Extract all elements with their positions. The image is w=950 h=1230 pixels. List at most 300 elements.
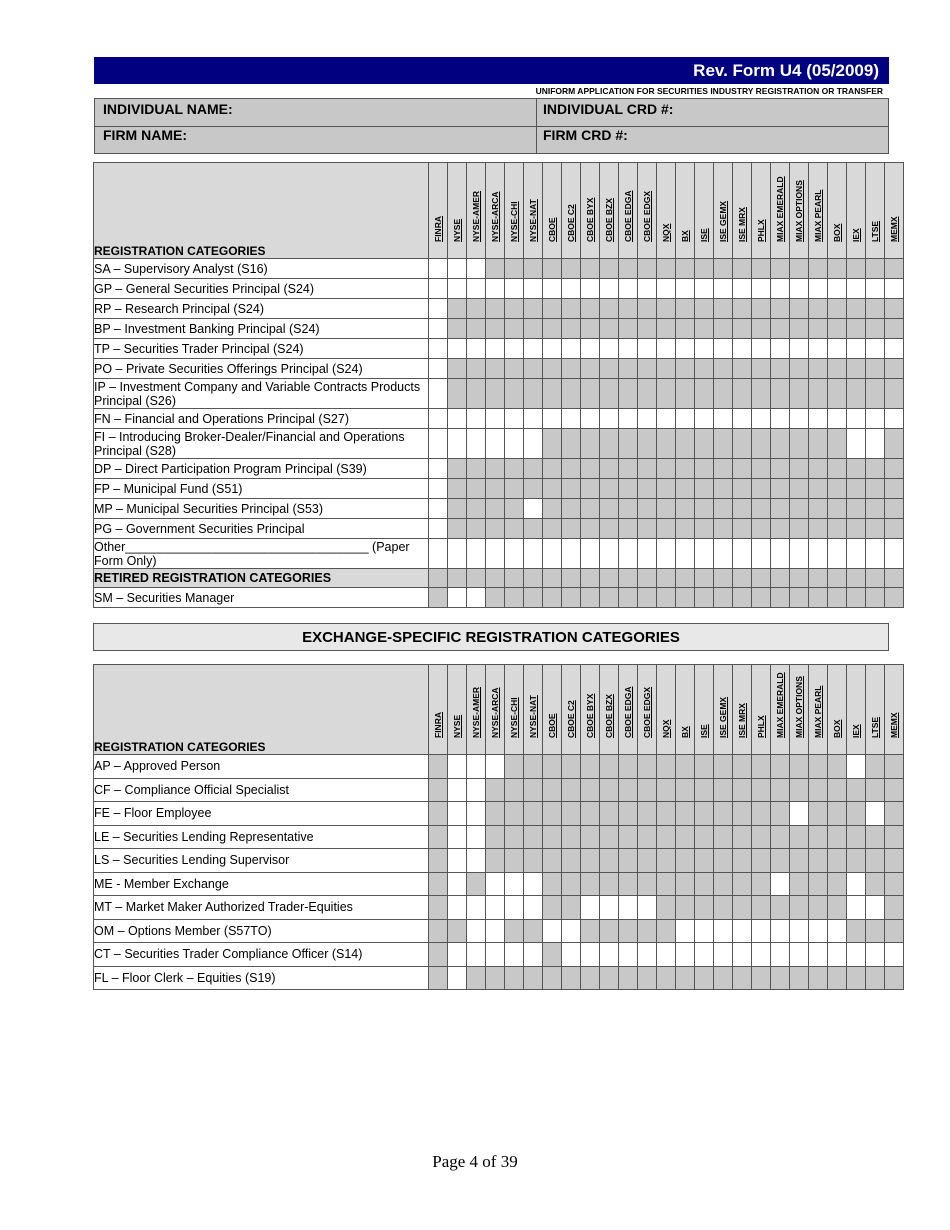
registration-checkbox-cell[interactable] [543,919,562,943]
registration-checkbox-cell[interactable] [562,409,581,429]
registration-checkbox-cell[interactable] [733,539,752,569]
registration-checkbox-cell[interactable] [771,409,790,429]
registration-checkbox-cell[interactable] [505,339,524,359]
registration-checkbox-cell[interactable] [771,943,790,967]
registration-checkbox-cell[interactable] [714,943,733,967]
disabled-cell [828,359,847,379]
disabled-cell [790,755,809,779]
registration-checkbox-cell[interactable] [448,778,467,802]
column-header-label: NYSE-ARCA [490,191,500,242]
disabled-cell [885,755,904,779]
column-header-label: NYSE [452,218,462,242]
disabled-cell [771,479,790,499]
individual-name-field[interactable]: INDIVIDUAL NAME: [103,101,233,117]
registration-checkbox-cell[interactable] [752,919,771,943]
registration-checkbox-cell[interactable] [467,778,486,802]
disabled-cell [809,359,828,379]
registration-checkbox-cell[interactable] [543,409,562,429]
registration-checkbox-cell[interactable] [828,339,847,359]
column-header-label: BOX [832,223,842,242]
column-header-ise [695,163,714,259]
table-row [94,479,904,499]
registration-checkbox-cell[interactable] [695,339,714,359]
column-header-label: CBOE EDGA [623,686,633,738]
disabled-cell [771,519,790,539]
registration-checkbox-cell[interactable] [524,279,543,299]
registration-checkbox-cell[interactable] [676,279,695,299]
disabled-cell [543,755,562,779]
registration-checkbox-cell[interactable] [752,339,771,359]
registration-checkbox-cell[interactable] [600,279,619,299]
column-header-label: CBOE BYX [585,693,595,738]
disabled-cell [828,459,847,479]
registration-checkbox-cell[interactable] [809,943,828,967]
registration-checkbox-cell[interactable] [524,896,543,920]
registration-checkbox-cell[interactable] [448,755,467,779]
registration-checkbox-cell[interactable] [467,825,486,849]
registration-checkbox-cell[interactable] [638,943,657,967]
registration-checkbox-cell[interactable] [619,279,638,299]
registration-checkbox-cell[interactable] [581,279,600,299]
column-header-phlx [752,163,771,259]
disabled-cell [733,499,752,519]
disabled-cell [885,802,904,826]
registration-checkbox-cell[interactable] [429,429,448,459]
registration-checkbox-cell[interactable] [581,896,600,920]
disabled-cell [486,966,505,990]
registration-checkbox-cell[interactable] [866,409,885,429]
registration-checkbox-cell[interactable] [505,872,524,896]
registration-checkbox-cell[interactable] [467,588,486,608]
disabled-cell [809,872,828,896]
registration-checkbox-cell[interactable] [847,339,866,359]
disabled-cell [619,872,638,896]
registration-checkbox-cell[interactable] [448,409,467,429]
disabled-cell [543,359,562,379]
disabled-cell [790,359,809,379]
registration-checkbox-cell[interactable] [847,872,866,896]
disabled-cell [771,825,790,849]
registration-checkbox-cell[interactable] [733,279,752,299]
registration-checkbox-cell[interactable] [486,872,505,896]
registration-checkbox-cell[interactable] [524,339,543,359]
registration-checkbox-cell[interactable] [524,429,543,459]
registration-checkbox-cell[interactable] [467,259,486,279]
registration-checkbox-cell[interactable] [448,849,467,873]
registration-checkbox-cell[interactable] [676,339,695,359]
disabled-cell [676,896,695,920]
disabled-cell [657,896,676,920]
registration-checkbox-cell[interactable] [429,279,448,299]
registration-checkbox-cell[interactable] [448,966,467,990]
disabled-cell [733,379,752,409]
registration-checkbox-cell[interactable] [543,279,562,299]
registration-checkbox-cell[interactable] [619,943,638,967]
column-header-cboe-edga [619,665,638,755]
registration-checkbox-cell[interactable] [771,872,790,896]
disabled-cell [714,379,733,409]
registration-checkbox-cell[interactable] [467,279,486,299]
registration-checkbox-cell[interactable] [467,896,486,920]
registration-checkbox-cell[interactable] [486,919,505,943]
registration-categories-table [93,162,904,608]
registration-checkbox-cell[interactable] [657,339,676,359]
registration-checkbox-cell[interactable] [562,539,581,569]
registration-checkbox-cell[interactable] [467,849,486,873]
registration-checkbox-cell[interactable] [448,896,467,920]
registration-checkbox-cell[interactable] [695,539,714,569]
registration-checkbox-cell[interactable] [657,409,676,429]
registration-checkbox-cell[interactable] [790,802,809,826]
disabled-cell [543,299,562,319]
disabled-cell [448,499,467,519]
registration-checkbox-cell[interactable] [847,755,866,779]
registration-checkbox-cell[interactable] [467,429,486,459]
registration-checkbox-cell[interactable] [448,943,467,967]
disabled-cell [638,479,657,499]
registration-checkbox-cell[interactable] [676,409,695,429]
registration-checkbox-cell[interactable] [790,279,809,299]
registration-checkbox-cell[interactable] [885,339,904,359]
disabled-cell [809,849,828,873]
disabled-cell [847,319,866,339]
registration-checkbox-cell[interactable] [866,429,885,459]
registration-checkbox-cell[interactable] [866,802,885,826]
registration-checkbox-cell[interactable] [676,919,695,943]
registration-checkbox-cell[interactable] [562,919,581,943]
registration-checkbox-cell[interactable] [486,409,505,429]
registration-checkbox-cell[interactable] [847,896,866,920]
registration-checkbox-cell[interactable] [733,919,752,943]
individual-crd-field[interactable]: INDIVIDUAL CRD #: [543,101,674,117]
registration-checkbox-cell[interactable] [638,339,657,359]
registration-checkbox-cell[interactable] [828,943,847,967]
section-heading: RETIRED REGISTRATION CATEGORIES [94,569,429,588]
registration-checkbox-cell[interactable] [524,943,543,967]
registration-checkbox-cell[interactable] [486,429,505,459]
registration-checkbox-cell[interactable] [467,539,486,569]
registration-checkbox-cell[interactable] [486,943,505,967]
registration-checkbox-cell[interactable] [619,409,638,429]
disabled-cell [733,519,752,539]
registration-checkbox-cell[interactable] [486,539,505,569]
registration-checkbox-cell[interactable] [600,896,619,920]
disabled-cell [638,755,657,779]
registration-checkbox-cell[interactable] [619,339,638,359]
registration-checkbox-cell[interactable] [638,409,657,429]
disabled-cell [847,379,866,409]
registration-checkbox-cell[interactable] [790,943,809,967]
disabled-cell [619,359,638,379]
registration-checkbox-cell[interactable] [714,409,733,429]
registration-checkbox-cell[interactable] [600,943,619,967]
disabled-cell [695,872,714,896]
disabled-cell [752,379,771,409]
registration-checkbox-cell[interactable] [790,919,809,943]
registration-checkbox-cell[interactable] [809,919,828,943]
column-header-memx [885,163,904,259]
registration-checkbox-cell[interactable] [752,409,771,429]
disabled-cell [505,802,524,826]
registration-checkbox-cell[interactable] [695,943,714,967]
registration-checkbox-cell[interactable] [676,943,695,967]
disabled-cell [790,569,809,588]
registration-checkbox-cell[interactable] [562,279,581,299]
disabled-cell [657,299,676,319]
disabled-cell [486,459,505,479]
registration-checkbox-cell[interactable] [429,319,448,339]
registration-checkbox-cell[interactable] [866,943,885,967]
registration-checkbox-cell[interactable] [505,429,524,459]
registration-checkbox-cell[interactable] [448,339,467,359]
registration-checkbox-cell[interactable] [790,339,809,359]
disabled-cell [809,479,828,499]
disabled-cell [562,429,581,459]
registration-checkbox-cell[interactable] [429,519,448,539]
registration-checkbox-cell[interactable] [638,539,657,569]
disabled-cell [581,802,600,826]
registration-checkbox-cell[interactable] [562,943,581,967]
registration-checkbox-cell[interactable] [467,409,486,429]
category-label: ME - Member Exchange [94,872,429,896]
registration-checkbox-cell[interactable] [866,339,885,359]
registration-checkbox-cell[interactable] [714,539,733,569]
registration-checkbox-cell[interactable] [524,539,543,569]
registration-checkbox-cell[interactable] [467,755,486,779]
registration-checkbox-cell[interactable] [657,539,676,569]
registration-checkbox-cell[interactable] [429,539,448,569]
table-row [94,259,904,279]
registration-checkbox-cell[interactable] [733,943,752,967]
registration-checkbox-cell[interactable] [467,339,486,359]
registration-checkbox-cell[interactable] [581,539,600,569]
disabled-cell [752,896,771,920]
registration-checkbox-cell[interactable] [562,339,581,359]
registration-checkbox-cell[interactable] [828,539,847,569]
registration-checkbox-cell[interactable] [524,409,543,429]
registration-checkbox-cell[interactable] [505,943,524,967]
disabled-cell [733,259,752,279]
registration-checkbox-cell[interactable] [448,429,467,459]
column-header-label: PHLX [756,715,766,738]
registration-checkbox-cell[interactable] [619,539,638,569]
disabled-cell [771,319,790,339]
registration-checkbox-cell[interactable] [543,339,562,359]
disabled-cell [505,919,524,943]
column-header-label: LTSE [870,220,880,242]
column-header-miax-emerald [771,163,790,259]
disabled-cell [562,379,581,409]
disabled-cell [619,849,638,873]
disabled-cell [790,519,809,539]
disabled-cell [524,966,543,990]
registration-checkbox-cell[interactable] [581,409,600,429]
column-header-miax-options [790,665,809,755]
registration-checkbox-cell[interactable] [771,279,790,299]
registration-checkbox-cell[interactable] [524,872,543,896]
registration-checkbox-cell[interactable] [809,539,828,569]
disabled-cell [752,569,771,588]
registration-checkbox-cell[interactable] [467,919,486,943]
registration-checkbox-cell[interactable] [429,409,448,429]
registration-checkbox-cell[interactable] [866,279,885,299]
category-label: RP – Research Principal (S24) [94,299,429,319]
registration-checkbox-cell[interactable] [885,943,904,967]
disabled-cell [828,479,847,499]
registration-checkbox-cell[interactable] [429,499,448,519]
firm-crd-field[interactable]: FIRM CRD #: [543,127,628,143]
registration-checkbox-cell[interactable] [581,943,600,967]
registration-checkbox-cell[interactable] [600,539,619,569]
registration-checkbox-cell[interactable] [733,339,752,359]
registration-checkbox-cell[interactable] [695,279,714,299]
disabled-cell [714,966,733,990]
registration-checkbox-cell[interactable] [486,755,505,779]
disabled-cell [714,755,733,779]
disabled-cell [828,429,847,459]
registration-checkbox-cell[interactable] [809,339,828,359]
registration-checkbox-cell[interactable] [657,943,676,967]
disabled-cell [581,825,600,849]
exchange-section-title: EXCHANGE-SPECIFIC REGISTRATION CATEGORIES [93,623,889,651]
registration-checkbox-cell[interactable] [505,539,524,569]
registration-checkbox-cell[interactable] [467,943,486,967]
registration-checkbox-cell[interactable] [866,896,885,920]
disabled-cell [562,802,581,826]
registration-checkbox-cell[interactable] [752,539,771,569]
disabled-cell [847,479,866,499]
registration-checkbox-cell[interactable] [638,279,657,299]
registration-checkbox-cell[interactable] [790,539,809,569]
registration-checkbox-cell[interactable] [429,339,448,359]
registration-checkbox-cell[interactable] [885,279,904,299]
registration-checkbox-cell[interactable] [524,499,543,519]
registration-checkbox-cell[interactable] [847,539,866,569]
table-row [94,943,904,967]
disabled-cell [790,825,809,849]
registration-checkbox-cell[interactable] [695,409,714,429]
registration-checkbox-cell[interactable] [714,279,733,299]
registration-checkbox-cell[interactable] [847,429,866,459]
registration-checkbox-cell[interactable] [448,872,467,896]
disabled-cell [448,379,467,409]
firm-name-field[interactable]: FIRM NAME: [103,127,187,143]
registration-checkbox-cell[interactable] [885,409,904,429]
registration-checkbox-cell[interactable] [714,919,733,943]
registration-checkbox-cell[interactable] [429,299,448,319]
registration-checkbox-cell[interactable] [467,802,486,826]
registration-checkbox-cell[interactable] [657,279,676,299]
disabled-cell [733,778,752,802]
registration-checkbox-cell[interactable] [714,339,733,359]
disabled-cell [524,379,543,409]
registration-checkbox-cell[interactable] [505,409,524,429]
category-label: FI – Introducing Broker-Dealer/Financial and Operations Principal (S28) [94,429,429,459]
registration-checkbox-cell[interactable] [600,409,619,429]
column-header-label: MIAX PEARL [813,685,823,738]
registration-checkbox-cell[interactable] [429,479,448,499]
registration-checkbox-cell[interactable] [676,539,695,569]
registration-checkbox-cell[interactable] [619,896,638,920]
registration-checkbox-cell[interactable] [847,409,866,429]
disabled-cell [695,459,714,479]
disabled-cell [714,499,733,519]
registration-checkbox-cell[interactable] [752,279,771,299]
disabled-cell [695,966,714,990]
registration-checkbox-cell[interactable] [448,539,467,569]
disabled-cell [486,778,505,802]
registration-checkbox-cell[interactable] [847,279,866,299]
registration-checkbox-cell[interactable] [600,339,619,359]
disabled-cell [809,778,828,802]
disabled-cell [562,359,581,379]
registration-checkbox-cell[interactable] [828,279,847,299]
registration-checkbox-cell[interactable] [448,279,467,299]
registration-checkbox-cell[interactable] [885,539,904,569]
table-row [94,409,904,429]
registration-checkbox-cell[interactable] [638,896,657,920]
disabled-cell [866,569,885,588]
registration-checkbox-cell[interactable] [448,259,467,279]
registration-checkbox-cell[interactable] [771,919,790,943]
disabled-cell [847,849,866,873]
registration-checkbox-cell[interactable] [695,919,714,943]
disabled-cell [733,825,752,849]
registration-checkbox-cell[interactable] [771,339,790,359]
registration-checkbox-cell[interactable] [505,279,524,299]
registration-checkbox-cell[interactable] [429,259,448,279]
registration-checkbox-cell[interactable] [752,943,771,967]
registration-checkbox-cell[interactable] [790,409,809,429]
registration-checkbox-cell[interactable] [828,919,847,943]
registration-checkbox-cell[interactable] [448,825,467,849]
registration-checkbox-cell[interactable] [448,588,467,608]
disabled-cell [619,479,638,499]
disabled-cell [657,499,676,519]
registration-checkbox-cell[interactable] [448,802,467,826]
registration-checkbox-cell[interactable] [486,279,505,299]
registration-checkbox-cell[interactable] [581,339,600,359]
registration-checkbox-cell[interactable] [505,896,524,920]
registration-checkbox-cell[interactable] [828,409,847,429]
registration-checkbox-cell[interactable] [429,359,448,379]
disabled-cell [828,569,847,588]
registration-checkbox-cell[interactable] [486,339,505,359]
disabled-cell [600,588,619,608]
category-label: IP – Investment Company and Variable Contracts Products Principal (S26) [94,379,429,409]
disabled-cell [543,849,562,873]
category-label: SM – Securities Manager [94,588,429,608]
registration-checkbox-cell[interactable] [429,379,448,409]
registration-checkbox-cell[interactable] [486,896,505,920]
registration-checkbox-cell[interactable] [809,279,828,299]
registration-checkbox-cell[interactable] [866,539,885,569]
column-header-box [828,163,847,259]
registration-checkbox-cell[interactable] [771,539,790,569]
disabled-cell [847,825,866,849]
disabled-cell [524,569,543,588]
registration-checkbox-cell[interactable] [543,539,562,569]
disabled-cell [752,499,771,519]
registration-checkbox-cell[interactable] [429,459,448,479]
registration-checkbox-cell[interactable] [809,409,828,429]
registration-checkbox-cell[interactable] [733,409,752,429]
disabled-cell [543,379,562,409]
registration-checkbox-cell[interactable] [847,943,866,967]
column-header-label: NYSE [452,714,462,738]
column-header-cboe-c2 [562,665,581,755]
disabled-cell [505,588,524,608]
